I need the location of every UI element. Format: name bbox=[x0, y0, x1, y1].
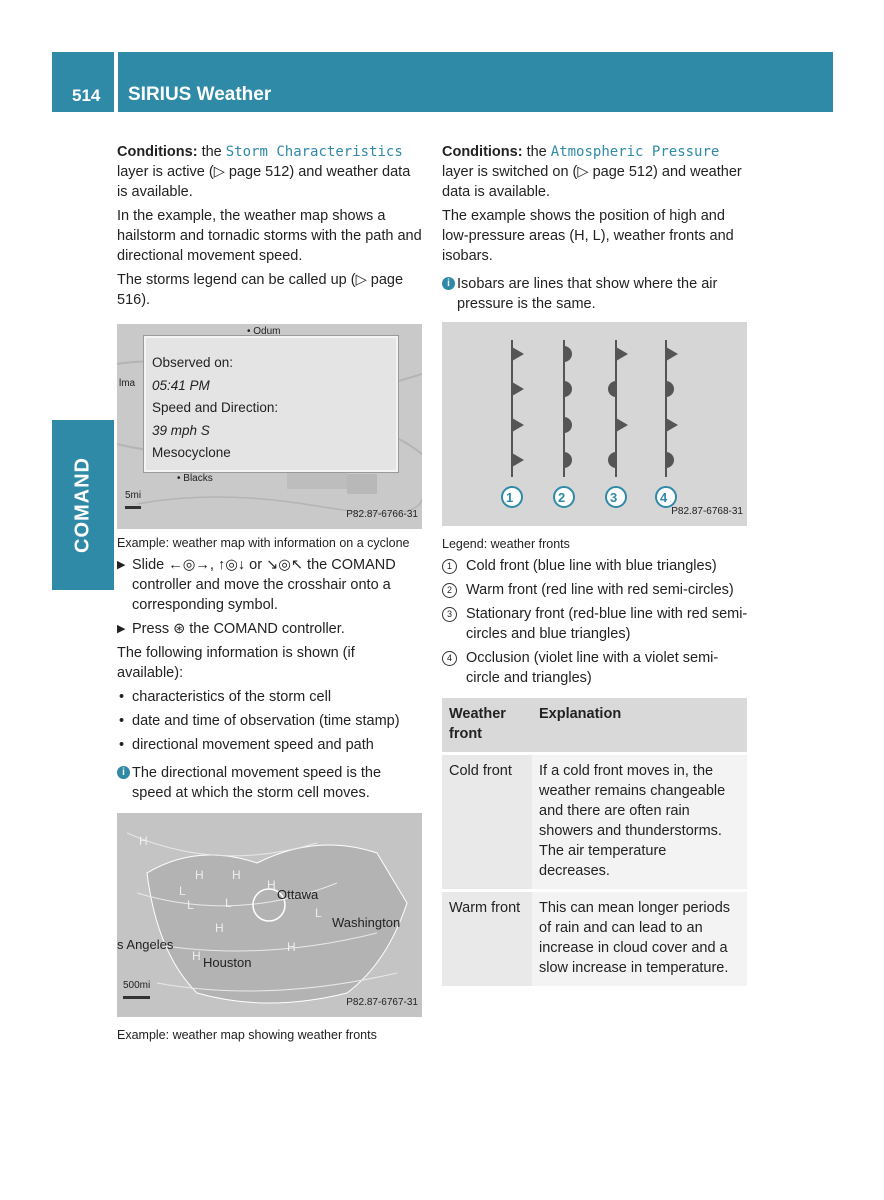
front-number-3: 3 bbox=[610, 490, 618, 505]
table-header-cell: Explanation bbox=[532, 698, 747, 754]
weather-fronts-map-figure bbox=[117, 813, 422, 1017]
legend-title: Legend: weather fronts bbox=[442, 537, 570, 551]
page-header bbox=[118, 52, 833, 112]
pressure-mark: L bbox=[187, 898, 194, 912]
storm-characteristics-link[interactable]: Storm Characteristics bbox=[225, 144, 403, 160]
pressure-mark: H bbox=[215, 921, 224, 935]
info-icon: i bbox=[117, 766, 130, 779]
observed-label: Observed on: bbox=[152, 355, 234, 370]
storm-type: Mesocyclone bbox=[152, 445, 231, 460]
instruction-step: ▶ Slide ←◎→, ↑◎↓ or ↘◎↖ the COMAND controller and move the crosshair onto a corresponding symbol. bbox=[117, 557, 396, 613]
place-lma: lma bbox=[119, 378, 136, 389]
pressure-mark: H bbox=[139, 834, 148, 848]
table-row bbox=[442, 891, 747, 987]
pressure-mark: H bbox=[267, 878, 276, 892]
pressure-mark: L bbox=[225, 896, 232, 910]
city-washington: Washington bbox=[332, 915, 401, 930]
legend-paragraph: The storms legend can be called up (▷ page 516). bbox=[117, 272, 404, 308]
table-header-row bbox=[442, 698, 747, 754]
table-cell: This can mean longer periods of rain and can lead to an increase in cloud cover and a slow increase in temperature. bbox=[532, 891, 747, 987]
fronts-symbols-figure bbox=[442, 322, 747, 526]
city-ottawa: Ottawa bbox=[277, 887, 319, 902]
fronts-symbols-drawing bbox=[442, 322, 747, 526]
legend-item: 3 Stationary front (red-blue line with red semi-circles and blue triangles) bbox=[442, 604, 748, 644]
pressure-mark: H bbox=[192, 949, 201, 963]
table-header-cell: Weather front bbox=[442, 698, 532, 754]
conditions-paragraph: Conditions: the Atmospheric Pressure layer is switched on (▷ page 512) and weather data is available. bbox=[442, 144, 742, 200]
side-tab bbox=[52, 420, 114, 590]
table-cell: If a cold front moves in, the weather remains changeable and there are often rain showers and thunderstorms. The air temperature decreases. bbox=[532, 754, 747, 891]
figure-code: P82.87-6768-31 bbox=[671, 506, 743, 517]
figure-caption: Example: weather map with information on a cyclone bbox=[117, 536, 410, 550]
legend-item: 1 Cold front (blue line with blue triangles) bbox=[442, 556, 748, 576]
table-cell: Warm front bbox=[442, 891, 532, 987]
legend-item: 4 Occlusion (violet line with a violet semi-circle and triangles) bbox=[442, 648, 748, 688]
list-item: • characteristics of the storm cell bbox=[119, 689, 332, 705]
weather-front-table bbox=[442, 698, 747, 986]
info-icon: i bbox=[442, 277, 455, 290]
pressure-mark: H bbox=[195, 868, 204, 882]
example-paragraph: In the example, the weather map shows a hailstorm and tornadic storms with the path and directional movement speed. bbox=[117, 208, 422, 264]
place-blacks: • Blacks bbox=[177, 473, 213, 484]
front-number-2: 2 bbox=[558, 490, 566, 505]
info-note: i The directional movement speed is the speed at which the storm cell moves. bbox=[117, 763, 423, 803]
conditions-paragraph: Conditions: the Storm Characteristics layer is active (▷ page 512) and weather data is available. bbox=[117, 144, 411, 200]
speed-label: Speed and Direction: bbox=[152, 400, 279, 415]
observed-value: 05:41 PM bbox=[152, 377, 210, 393]
city-houston: Houston bbox=[203, 955, 252, 970]
instruction-step: ▶ Press ⊛ the COMAND controller. bbox=[117, 621, 345, 637]
pressure-mark: L bbox=[315, 906, 322, 920]
left-column bbox=[117, 142, 423, 1047]
list-item: • date and time of observation (time stamp) bbox=[119, 713, 400, 729]
scale-label: 5mi bbox=[125, 486, 141, 509]
city-los-angeles: s Angeles bbox=[117, 937, 174, 952]
table-row bbox=[442, 754, 747, 891]
info-note: i Isobars are lines that show where the air pressure is the same. bbox=[442, 274, 748, 314]
page-number: 514 bbox=[72, 86, 101, 105]
example-paragraph: The example shows the position of high and low-pressure areas (H, L), weather fronts and isobars. bbox=[442, 208, 734, 264]
atmospheric-pressure-link[interactable]: Atmospheric Pressure bbox=[550, 144, 720, 160]
pressure-mark: H bbox=[287, 940, 296, 954]
side-tab-label: COMAND bbox=[71, 457, 94, 553]
place-odum: • Odum bbox=[247, 326, 281, 337]
scale-label: 500mi bbox=[123, 976, 150, 999]
list-item: • directional movement speed and path bbox=[119, 737, 374, 753]
pressure-mark: H bbox=[232, 868, 241, 882]
figure-code: P82.87-6767-31 bbox=[346, 997, 418, 1008]
pressure-mark: L bbox=[179, 884, 186, 898]
figure-code: P82.87-6766-31 bbox=[346, 509, 418, 520]
front-number-1: 1 bbox=[506, 490, 514, 505]
page-number-block bbox=[52, 52, 114, 112]
legend-item: 2 Warm front (red line with red semi-circles) bbox=[442, 580, 748, 600]
info-paragraph: The following information is shown (if available): bbox=[117, 645, 355, 681]
front-number-4: 4 bbox=[660, 490, 668, 505]
figure-caption: Example: weather map showing weather fronts bbox=[117, 1028, 377, 1042]
page-title: SIRIUS Weather bbox=[128, 84, 272, 105]
table-cell: Cold front bbox=[442, 754, 532, 891]
speed-value: 39 mph S bbox=[152, 422, 210, 438]
right-column bbox=[442, 142, 748, 986]
storm-map-figure bbox=[117, 324, 422, 529]
info-panel bbox=[144, 336, 398, 472]
